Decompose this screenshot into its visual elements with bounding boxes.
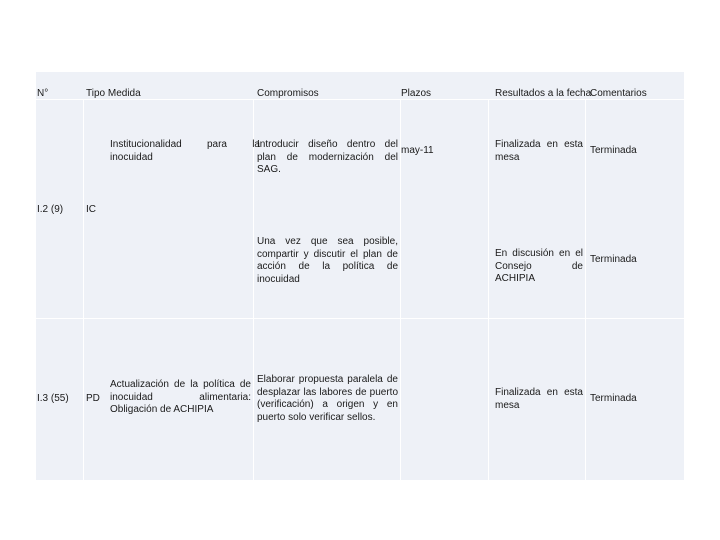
medida-text-line: inocuidad xyxy=(110,151,153,163)
medida-text-line: inocuidad alimentaria: xyxy=(110,391,251,403)
row-number: I.3 (55) xyxy=(37,393,69,404)
resultado-text: Finalizada en esta mesa xyxy=(495,139,583,163)
compromiso-text: Elaborar propuesta paralela de desplazar las labores de puerto (verificación) a origen y en puerto solo verificar sellos. xyxy=(257,374,398,423)
medida-text-line: Institucionalidad para la xyxy=(110,139,260,150)
compromiso-text: Una vez que sea posible, compartir y discutir el plan de acción de la política de inocuidad xyxy=(257,236,398,285)
comentario-text: Terminada xyxy=(590,393,637,404)
comentario-text: Terminada xyxy=(590,254,637,265)
row-type: IC xyxy=(86,204,96,215)
header-resultados: Resultados a la fecha xyxy=(495,88,592,99)
header-compromisos: Compromisos xyxy=(257,88,319,99)
header-tipo-medida: Tipo Medida xyxy=(86,88,141,99)
column-divider xyxy=(585,99,586,480)
comentario-text: Terminada xyxy=(590,145,637,156)
column-divider xyxy=(253,99,254,480)
header-plazos: Plazos xyxy=(401,88,432,99)
column-divider xyxy=(83,99,84,480)
resultado-text: En discusión en el Consejo de ACHIPIA xyxy=(495,248,583,284)
plazo-value: may-11 xyxy=(401,145,434,156)
medida-text-line: Actualización de la política de xyxy=(110,379,251,390)
row-divider xyxy=(36,318,684,319)
resultado-text: Finalizada en esta mesa xyxy=(495,387,583,411)
column-divider xyxy=(488,99,489,480)
row-type: PD xyxy=(86,393,100,404)
header-comentarios: Comentarios xyxy=(590,88,647,99)
row-number: I.2 (9) xyxy=(37,204,64,215)
medida-text-line: Obligación de ACHIPIA xyxy=(110,404,214,415)
header-num: N° xyxy=(37,88,49,99)
compromiso-text: Introducir diseño dentro del plan de modernización del SAG. xyxy=(257,139,398,175)
